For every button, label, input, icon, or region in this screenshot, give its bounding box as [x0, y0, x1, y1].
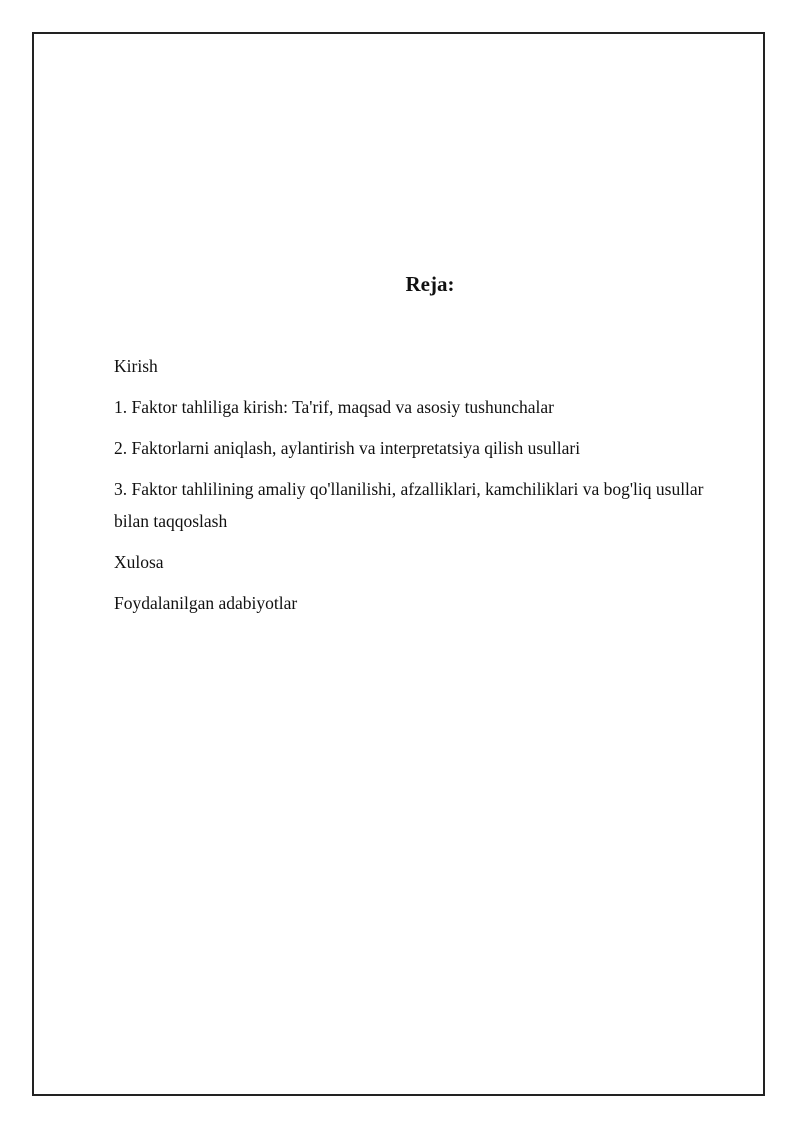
- plan-item-introduction: Kirish: [114, 356, 158, 376]
- plan-item-3: 3. Faktor tahlilining amaliy qo'llanilishi, afzalliklari, kamchiliklari va bog'liq usullar bilan taqqoslash: [114, 479, 704, 531]
- plan-item-2: 2. Faktorlarni aniqlash, aylantirish va interpretatsiya qilish usullari: [114, 438, 581, 458]
- plan-item-conclusion: Xulosa: [114, 552, 164, 572]
- plan-item-references: Foydalanilgan adabiyotlar: [114, 593, 298, 613]
- plan-item-1: 1. Faktor tahliliga kirish: Ta'rif, maqsad va asosiy tushunchalar: [114, 397, 554, 417]
- plan-list: [114, 350, 714, 628]
- page-title: Reja:: [405, 272, 455, 296]
